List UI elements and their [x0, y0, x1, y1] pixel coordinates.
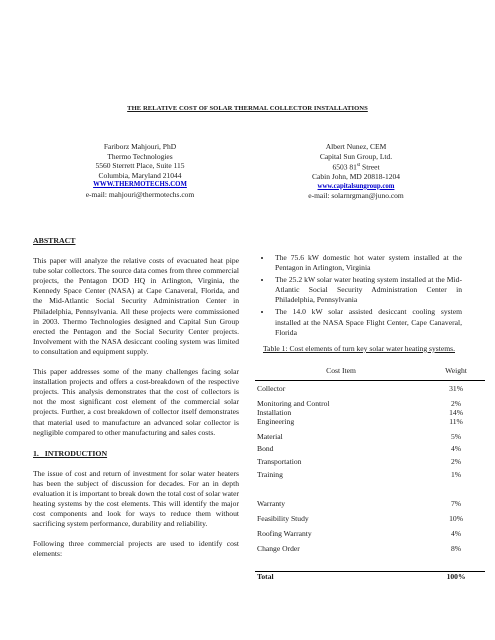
row-item: Material [257, 432, 283, 441]
row-weight: 2% [450, 399, 462, 408]
abstract-paragraph-2: This paper addresses some of the many challenges facing solar installation projects and offers a cost-breakdown of the respective projects. This analysis demonstrates that the cost of collectors is not the most significant cost element of the commercial solar projects. Further, a cost breakdown of collector itself demonstrates that material used to manufacture an advanced solar collector is negligible compared to other manufacturing and sales costs. [33, 367, 239, 437]
table-total-row [255, 572, 485, 586]
list-item: • The 75.6 kW domestic hot water system installed at the Pentagon in Arlington, Virginia [272, 253, 462, 273]
table-row [255, 538, 485, 572]
list-item: • The 14.0 kW solar assisted desiccant cooling system installed at the NASA Space Flight Center, Cape Canaveral, Florida [272, 307, 462, 337]
author-email: e-mail: solarnrgman@juno.com [308, 191, 404, 201]
row-item: Roofing Warranty [257, 529, 312, 538]
row-item: Change Order [257, 544, 300, 553]
abstract-paragraph-1: This paper will analyze the relative costs of evacuated heat pipe tube solar collectors. The source data comes from three commercial projects, the Pentagon DOD HQ in Arlington, Virginia, the Kennedy Space Center (NASA) at Cape Canaveral, Florida, and the Mid-Atlantic Social Security Administration Center in Philadelphia, Pennsylvania. All these projects were commissioned in 2003. Thermo Technologies designed and Capital Sun Group erected the Pentagon and the Social Security Center projects. Involvement with the NASA desiccant cooling system was limited to consultation and equipment supply. [33, 256, 239, 356]
table-row [255, 408, 485, 417]
header-weight: Weight [427, 366, 485, 381]
table-row [255, 393, 485, 408]
left-column [33, 236, 239, 560]
row-weight: 10% [449, 514, 464, 523]
table-row [255, 479, 485, 508]
table-row [255, 453, 485, 466]
introduction-heading: 1. INTRODUCTION [33, 448, 108, 458]
author-org: Thermo Technologies [107, 151, 173, 161]
total-label: Total [255, 572, 427, 586]
row-item: Warranty [257, 499, 286, 508]
row-item: Collector [257, 384, 286, 393]
row-item: Feasibility Study [257, 514, 309, 523]
street-ordinal: st [356, 163, 361, 169]
table-row [255, 426, 485, 441]
author-block-2 [256, 142, 456, 201]
table-row [255, 523, 485, 538]
introduction-paragraph-2: Following three commercial projects are used to identify cost elements: [33, 539, 239, 559]
row-item: Monitoring and Control [257, 399, 330, 408]
introduction-paragraph-1: The issue of cost and return of investment for solar water heaters has been the subject of discussion for decades. For an in depth evaluation it is important to break down the total cost of solar water heating systems by the cost elements. This will identify the major cost components and look for ways to reduce them without sacrificing system performance, durability and reliability. [33, 468, 239, 529]
paper-title: THE RELATIVE COST OF SOLAR THERMAL COLLECTOR INSTALLATIONS [127, 105, 368, 112]
table-row [255, 381, 485, 394]
row-weight: 31% [449, 384, 464, 393]
right-column [256, 253, 462, 354]
row-item: Engineering [257, 417, 295, 426]
total-value: 100% [427, 572, 485, 586]
author-email: e-mail: mahjouri@thermotechs.com [85, 189, 195, 199]
list-item: • The 25.2 kW solar water heating system installed at the Mid-Atlantic Social Security Administration Center in Philadelphia, Pennsylvania [272, 275, 462, 305]
header-cost-item: Cost Item [255, 366, 427, 381]
row-weight: 8% [450, 544, 462, 553]
row-weight: 4% [450, 444, 462, 453]
table-row [255, 441, 485, 453]
author-website-link[interactable]: www.capitalsungroup.com [317, 182, 395, 190]
table-row [255, 466, 485, 479]
table-caption: Table 1: Cost elements of turn key solar water heating systems. [262, 343, 455, 353]
row-weight: 11% [449, 417, 463, 426]
table-header-row [255, 366, 485, 381]
author-address-line1: 5560 Sterrett Place, Suite 115 [95, 161, 185, 171]
row-item: Installation [257, 408, 292, 417]
row-item: Bond [257, 444, 274, 453]
author-org: Capital Sun Group, Ltd. [319, 151, 393, 161]
table-row [255, 508, 485, 523]
author-name: Fariborz Mahjouri, PhD [103, 142, 177, 151]
street-name: Street [360, 162, 380, 172]
author-address-line1 [256, 161, 456, 172]
author-address-line2: Columbia, Maryland 21044 [98, 170, 182, 180]
author-block-1 [40, 142, 240, 200]
author-name: Albert Nunez, CEM [325, 142, 387, 151]
row-item: Training [257, 470, 283, 479]
row-weight: 4% [450, 529, 462, 538]
cost-table [255, 366, 485, 585]
street-number: 6503 81 [332, 162, 357, 172]
row-weight: 1% [450, 470, 462, 479]
author-website-link[interactable]: WWW.THERMOTECHS.COM [93, 181, 187, 189]
table-row [255, 417, 485, 426]
project-list [256, 253, 462, 338]
row-item: Transportation [257, 457, 302, 466]
row-weight: 5% [450, 432, 462, 441]
row-weight: 14% [449, 408, 464, 417]
author-address-line2: Cabin John, MD 20818-1204 [312, 172, 400, 182]
row-weight: 2% [450, 457, 462, 466]
row-weight: 7% [450, 499, 462, 508]
abstract-heading: ABSTRACT [33, 236, 76, 245]
